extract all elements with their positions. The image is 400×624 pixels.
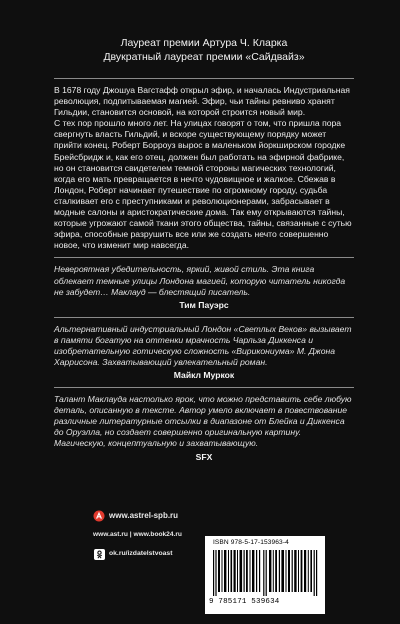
award-line-sidewise: Двукратный лауреат премии «Сайдвайз» bbox=[103, 51, 305, 63]
ok-link[interactable] bbox=[93, 548, 188, 560]
quote-text: Альтернативный индустриальный Лондон «Светлых Веков» вызывает в памяти богатую на оттенки мрачность Чарльза Диккенса и изобретательную готическую сложность «Вирикониума» М. Джона Харрисона. Захватывающий увлекательный роман. bbox=[54, 323, 352, 367]
quote-author: SFX bbox=[195, 451, 213, 462]
synopsis bbox=[54, 85, 354, 251]
divider bbox=[54, 78, 354, 79]
site-url[interactable]: www.astrel-spb.ru bbox=[109, 511, 179, 520]
quote-author: Майкл Муркок bbox=[173, 370, 235, 381]
site-link[interactable] bbox=[93, 510, 188, 522]
quote-block-1 bbox=[54, 257, 354, 310]
barcode-digits: 9 785171 539634 bbox=[209, 598, 280, 606]
publisher-links bbox=[93, 510, 188, 568]
award-line-clarke: Лауреат премии Артура Ч. Кларка bbox=[120, 37, 288, 49]
synopsis-paragraph-2: С тех пор прошло много лет. На улицах говорят о том, что пришла пора свергнуть власть Гильдий, и вскоре существующему порядку может прийти конец. Роберт Борроуз вырос в маленьком йоркширском городке Брейсбридж и, как его отец, должен был работать на эфирной фабрике, но он становится свидетелем темной стороны магических технологий, когда его мать превращается в нечто чудовищное и жалкое. Сбежав в Лондон, Роберт начинает путешествие по огромному городу, судьба сталкивает его с преступниками и революционерами, забрасывает в модные салоны и аристократические дома. Так ему открываются тайны, которые угрожают самой ткани этого общества, тайны, связанные с сутью эфира, способные разрушить все или же создать нечто совершенно новое, что изменит мир навсегда. bbox=[54, 118, 352, 251]
divider bbox=[54, 387, 354, 388]
shops-links[interactable] bbox=[93, 530, 188, 540]
synopsis-paragraph-1: В 1678 году Джошуа Вагстафф открыл эфир, и началась Индустриальная революция, подпитываемая магией. Эфир, чьи тайны ревниво хранят Гильдии, становится основой, на которой строится новый мир. bbox=[54, 85, 350, 118]
quote-text: Талант Маклауда настолько ярок, что можно представить себе любую деталь, описанную в тексте. Автор умело включает в повествование различные литературные отсылки в диапазоне от Блейка и Диккенса до Оруэлла, но создает совершенно оригинальную картину. Магическую, концептуальную и захватывающую. bbox=[54, 394, 352, 449]
quote-block-2 bbox=[54, 317, 354, 381]
quote-text: Невероятная убедительность, яркий, живой стиль. Эта книга облекает темные улицы Лондона магией, которую читатель никогда не забудет… Маклауд — блестящий писатель. bbox=[54, 264, 346, 297]
odnoklassniki-icon bbox=[93, 548, 105, 560]
quote-block-3 bbox=[54, 387, 354, 462]
footer bbox=[93, 510, 323, 606]
quote-author: Тим Пауэрс bbox=[179, 299, 229, 310]
awards-block bbox=[54, 36, 354, 64]
back-cover bbox=[54, 36, 354, 576]
ok-url[interactable]: ok.ru/izdatelstvoast bbox=[109, 550, 173, 557]
barcode-panel bbox=[205, 536, 325, 614]
astrel-logo-icon bbox=[93, 510, 105, 522]
shops-url[interactable]: www.ast.ru | www.book24.ru bbox=[93, 531, 182, 538]
divider bbox=[54, 317, 354, 318]
isbn-text: ISBN 978-5-17-153963-4 bbox=[213, 539, 289, 546]
divider bbox=[54, 257, 354, 258]
barcode-icon bbox=[211, 550, 319, 596]
